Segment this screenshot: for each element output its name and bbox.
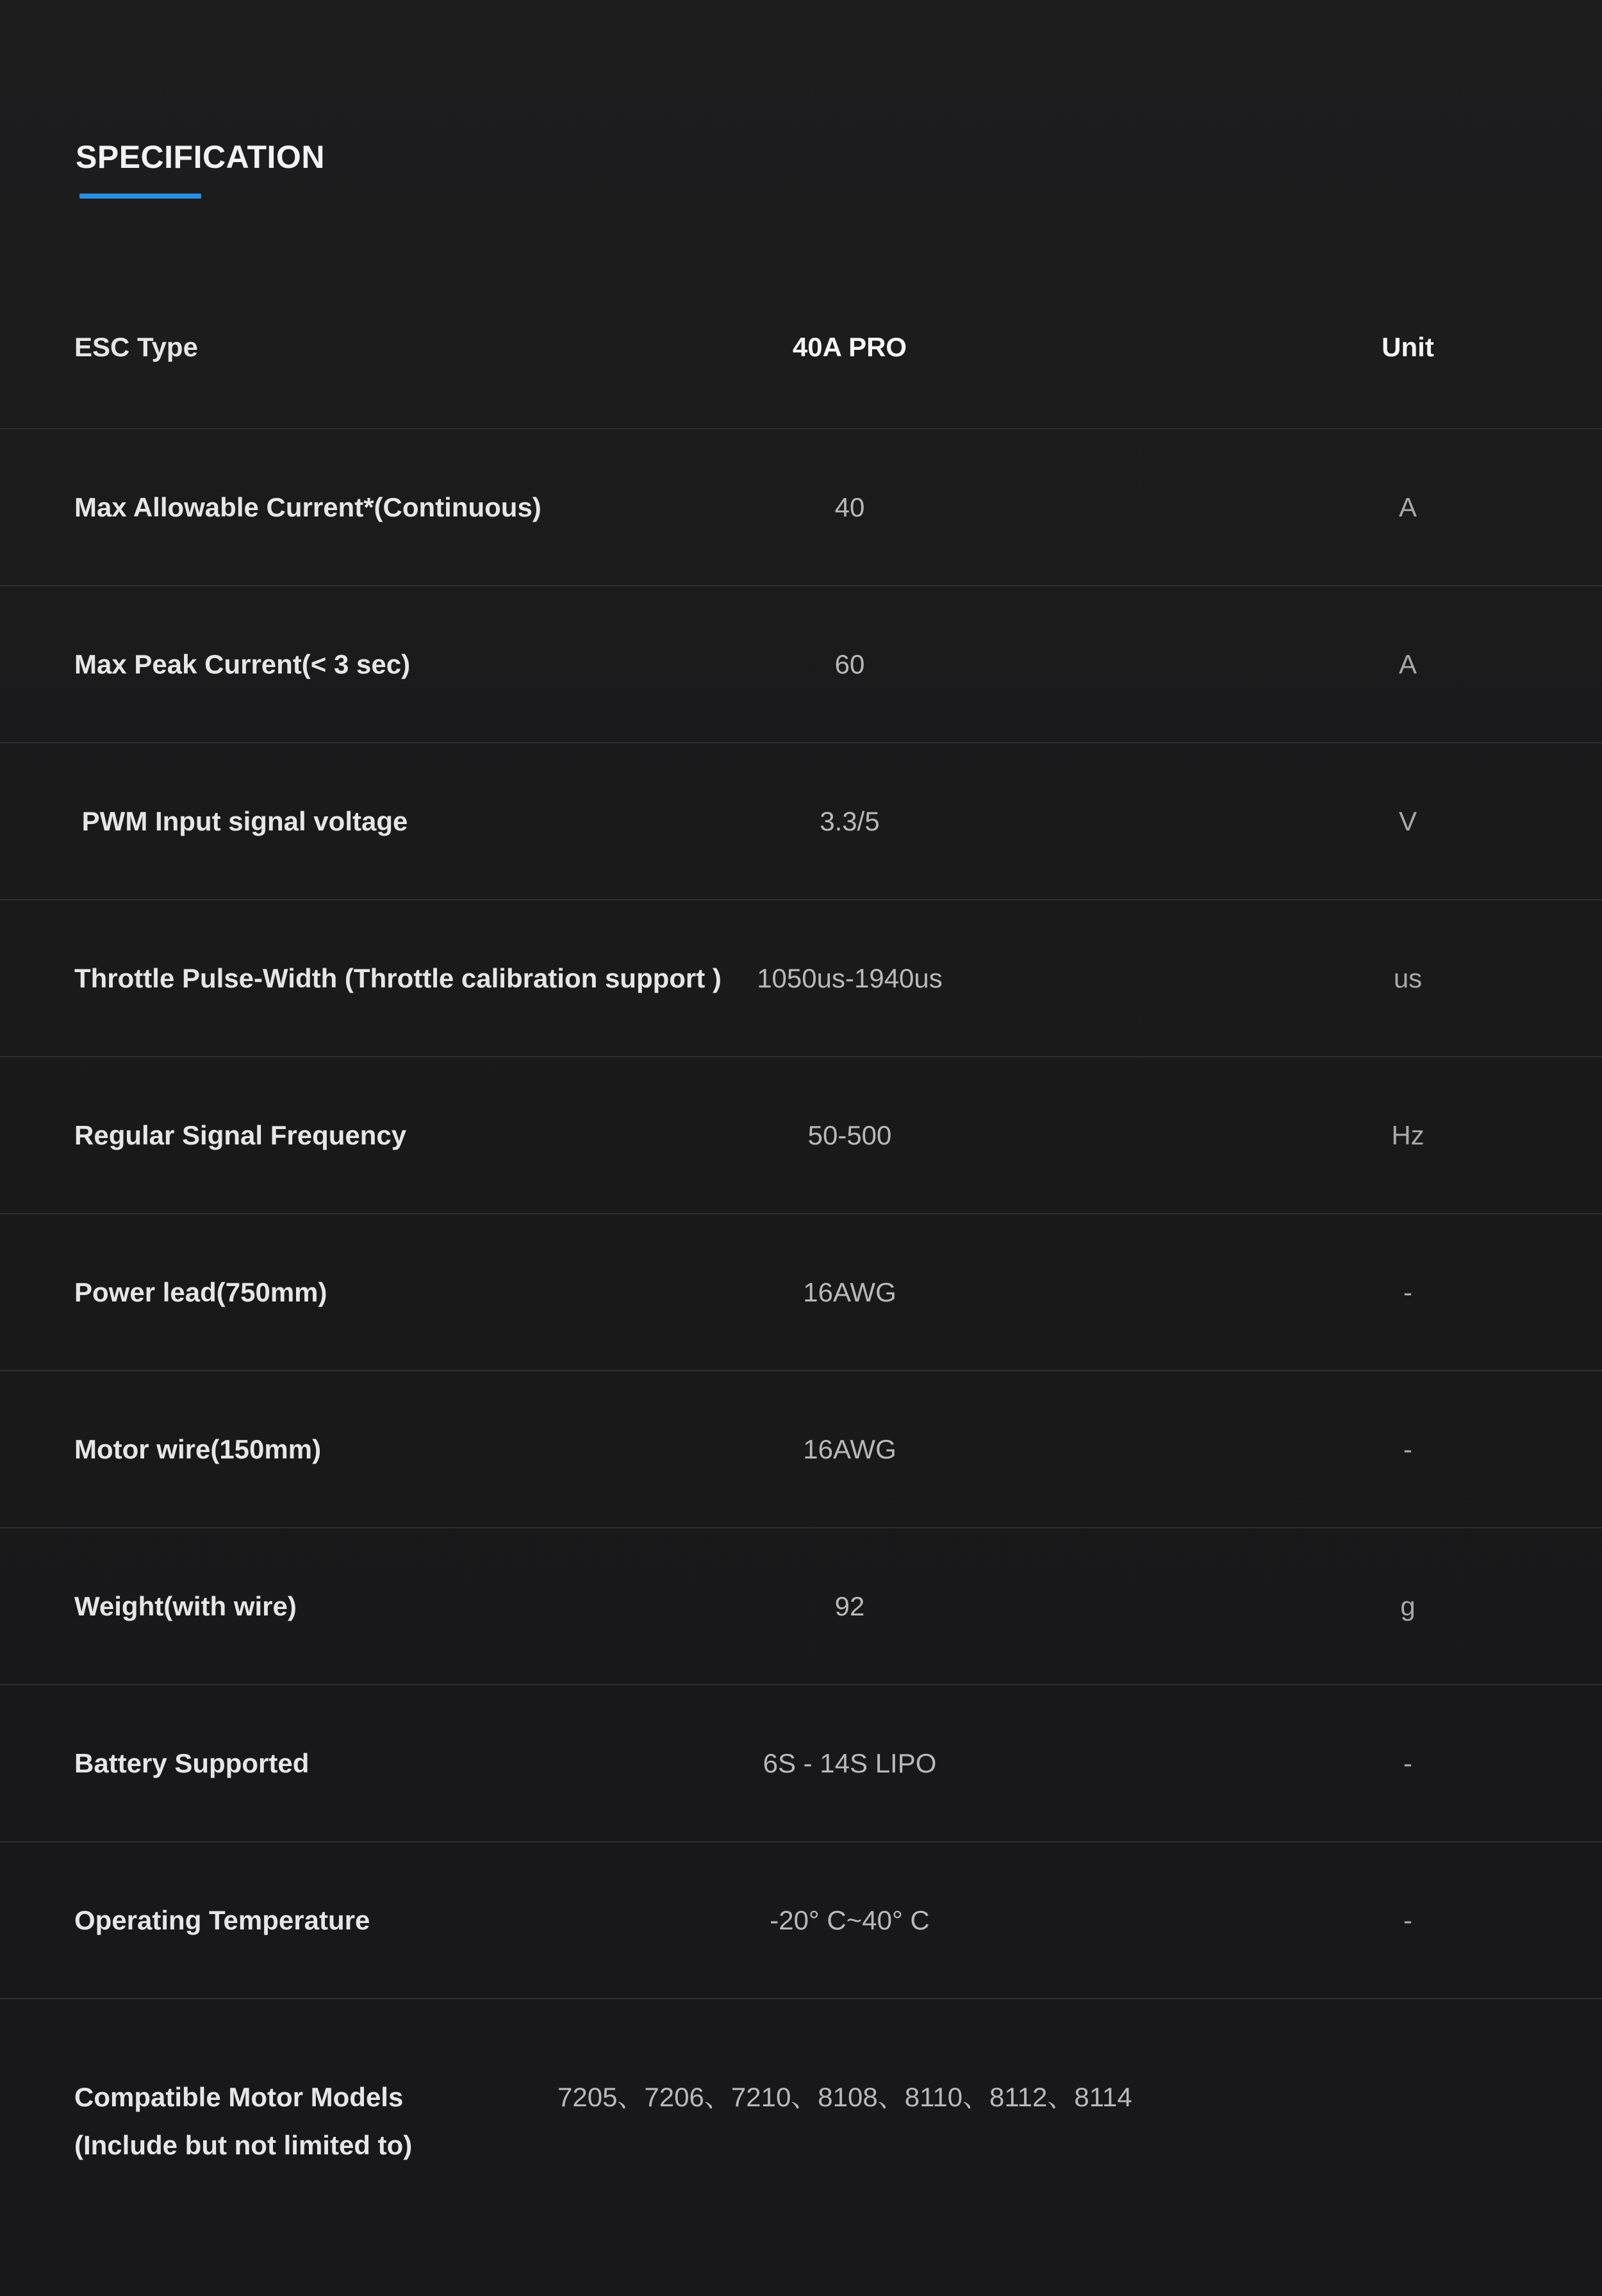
table-row [0, 1214, 1602, 1371]
table-header-row [0, 266, 1602, 429]
row-unit: V [1398, 806, 1417, 836]
row-label: Max Allowable Current*(Continuous) [74, 492, 541, 522]
row-unit: - [1403, 1434, 1412, 1464]
table-row [0, 1528, 1602, 1685]
row-unit: - [1403, 1277, 1412, 1307]
row-unit: g [1400, 1591, 1416, 1621]
row-value: 3.3/5 [820, 806, 880, 836]
table-row [0, 1685, 1602, 1842]
row-value: -20° C~40° C [770, 1905, 930, 1935]
row-unit: Hz [1391, 1120, 1424, 1150]
row-label: Battery Supported [74, 1748, 310, 1778]
section-title: SPECIFICATION [76, 139, 325, 175]
row-label: Motor wire(150mm) [74, 1434, 322, 1464]
compatible-motors-label-line1: Compatible Motor Models [74, 2082, 404, 2112]
table-row [0, 429, 1602, 586]
table-row [0, 1371, 1602, 1528]
table-row [0, 1057, 1602, 1214]
table-row [0, 743, 1602, 900]
compatible-motors-label-line2: (Include but not limited to) [74, 2130, 413, 2160]
table-row [0, 900, 1602, 1057]
row-unit: A [1398, 492, 1417, 522]
row-value: 50-500 [807, 1120, 892, 1150]
row-label: Weight(with wire) [74, 1591, 297, 1621]
title-underline [79, 194, 201, 199]
row-value: 16AWG [803, 1277, 896, 1307]
row-value: 40 [834, 492, 865, 522]
row-unit: - [1403, 1748, 1412, 1778]
header-unit: Unit [1382, 332, 1434, 362]
table-row [0, 1842, 1602, 1999]
table-row-compatible-motors [0, 1999, 1602, 2294]
row-label: Max Peak Current(< 3 sec) [74, 649, 411, 679]
row-unit: A [1398, 649, 1417, 679]
row-value: 1050us-1940us [757, 963, 943, 993]
row-label: Power lead(750mm) [74, 1277, 327, 1307]
row-label: PWM Input signal voltage [74, 806, 408, 836]
row-label: Throttle Pulse-Width (Throttle calibration support ) [74, 963, 722, 993]
row-label: Regular Signal Frequency [74, 1120, 407, 1150]
row-value: 92 [834, 1591, 865, 1621]
header-esc-type: ESC Type [74, 332, 198, 362]
table-row [0, 586, 1602, 743]
row-label: Operating Temperature [74, 1905, 370, 1935]
row-value: 60 [834, 649, 865, 679]
header-model: 40A PRO [792, 332, 907, 362]
compatible-motors-value: 7205、7206、7210、8108、8110、8112、8114 [557, 2082, 1132, 2112]
row-value: 16AWG [803, 1434, 896, 1464]
spec-table [0, 266, 1602, 2294]
row-value: 6S - 14S LIPO [763, 1748, 937, 1778]
row-unit: - [1403, 1905, 1412, 1935]
row-unit: us [1393, 963, 1423, 993]
